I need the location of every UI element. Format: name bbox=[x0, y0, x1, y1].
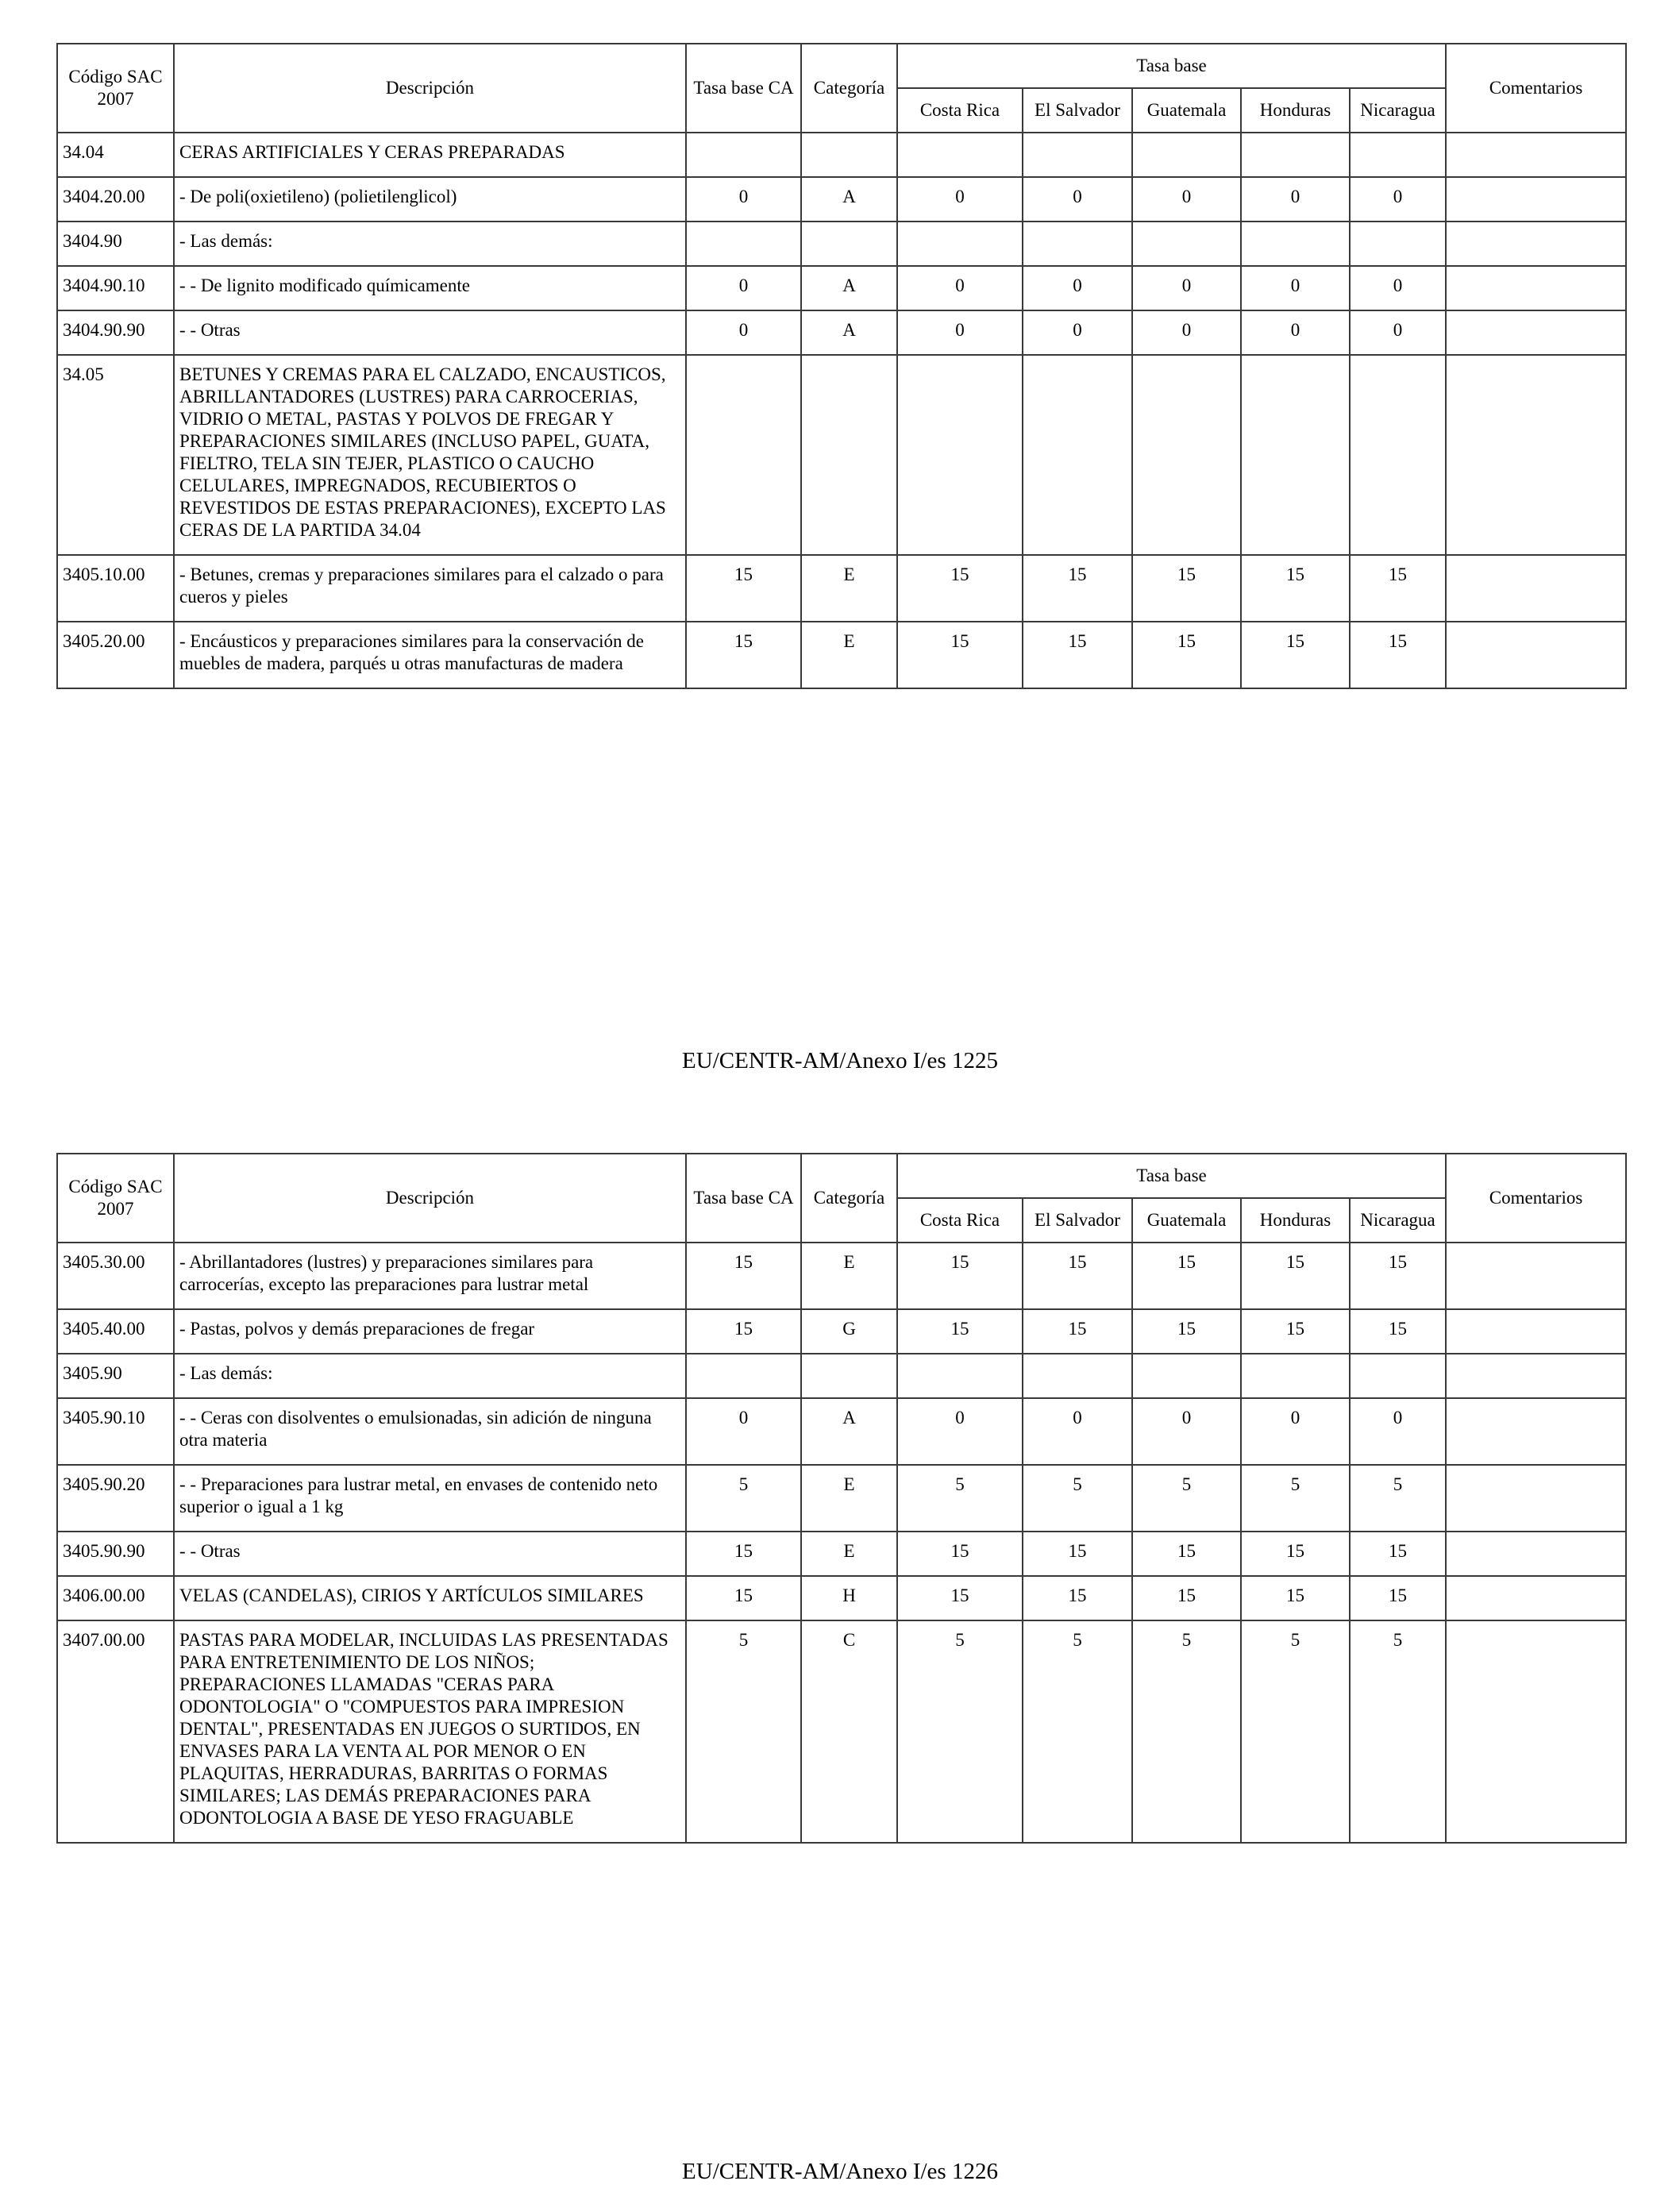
cell-com bbox=[1446, 1243, 1626, 1309]
tariff-table-page-1 bbox=[56, 43, 1627, 689]
table-row bbox=[57, 1532, 1626, 1576]
cell-ni: 15 bbox=[1350, 1532, 1446, 1576]
cell-sv bbox=[1023, 133, 1132, 177]
cell-cat: A bbox=[801, 310, 897, 355]
cell-sv: 15 bbox=[1023, 622, 1132, 688]
cell-sv: 0 bbox=[1023, 1398, 1132, 1465]
cell-gt: 0 bbox=[1132, 177, 1241, 222]
cell-sv: 5 bbox=[1023, 1465, 1132, 1532]
table-row bbox=[57, 133, 1626, 177]
cell-com bbox=[1446, 1465, 1626, 1532]
cell-code: 3405.20.00 bbox=[57, 622, 174, 688]
cell-cat: C bbox=[801, 1620, 897, 1843]
cell-code: 3405.10.00 bbox=[57, 555, 174, 622]
header-comments: Comentarios bbox=[1446, 1154, 1626, 1243]
cell-ni bbox=[1350, 133, 1446, 177]
cell-sv: 15 bbox=[1023, 555, 1132, 622]
cell-com bbox=[1446, 177, 1626, 222]
cell-ni: 0 bbox=[1350, 266, 1446, 310]
cell-hn bbox=[1241, 222, 1350, 266]
cell-desc: PASTAS PARA MODELAR, INCLUIDAS LAS PRESENTADAS PARA ENTRETENIMIENTO DE LOS NIÑOS; PREPARACIONES LLAMADAS "CERAS PARA ODONTOLOGIA" O "COMPUESTOS PARA IMPRESION DENTAL", PRESENTADAS EN JUEGOS O SURTIDOS, EN ENVASES PARA LA VENTA AL POR MENOR O EN PLAQUITAS, HERRADURAS, BARRITAS O FORMAS SIMILARES; LAS DEMÁS PREPARACIONES PARA ODONTOLOGIA A BASE DE YESO FRAGUABLE bbox=[174, 1620, 686, 1843]
cell-cr: 0 bbox=[897, 177, 1023, 222]
cell-sv: 15 bbox=[1023, 1532, 1132, 1576]
cell-ca: 15 bbox=[686, 1576, 801, 1620]
cell-com bbox=[1446, 1354, 1626, 1398]
cell-gt bbox=[1132, 355, 1241, 555]
cell-cat: H bbox=[801, 1576, 897, 1620]
cell-cat: A bbox=[801, 266, 897, 310]
cell-ca: 0 bbox=[686, 310, 801, 355]
cell-cat: E bbox=[801, 1243, 897, 1309]
cell-com bbox=[1446, 1532, 1626, 1576]
table-row bbox=[57, 355, 1626, 555]
header-code: Código SAC 2007 bbox=[57, 1154, 174, 1243]
cell-code: 3407.00.00 bbox=[57, 1620, 174, 1843]
page-footer: EU/CENTR-AM/Anexo I/es 1226 bbox=[682, 2159, 998, 2184]
cell-cat bbox=[801, 133, 897, 177]
cell-gt: 5 bbox=[1132, 1620, 1241, 1843]
cell-ni bbox=[1350, 222, 1446, 266]
header-comments: Comentarios bbox=[1446, 44, 1626, 133]
cell-sv: 15 bbox=[1023, 1576, 1132, 1620]
cell-code: 3405.90.20 bbox=[57, 1465, 174, 1532]
cell-com bbox=[1446, 1620, 1626, 1843]
header-code: Código SAC 2007 bbox=[57, 44, 174, 133]
header-country: El Salvador bbox=[1023, 1198, 1132, 1243]
cell-gt bbox=[1132, 133, 1241, 177]
table-row bbox=[57, 1398, 1626, 1465]
table-row bbox=[57, 555, 1626, 622]
table-row bbox=[57, 310, 1626, 355]
cell-com bbox=[1446, 622, 1626, 688]
cell-ni: 15 bbox=[1350, 622, 1446, 688]
cell-desc: - - De lignito modificado químicamente bbox=[174, 266, 686, 310]
cell-code: 3404.90.10 bbox=[57, 266, 174, 310]
cell-code: 3404.90.90 bbox=[57, 310, 174, 355]
cell-ni bbox=[1350, 1354, 1446, 1398]
table-row bbox=[57, 1309, 1626, 1354]
cell-ca: 15 bbox=[686, 1532, 801, 1576]
cell-ni bbox=[1350, 355, 1446, 555]
cell-cat: E bbox=[801, 1532, 897, 1576]
cell-sv bbox=[1023, 1354, 1132, 1398]
cell-cr: 15 bbox=[897, 1532, 1023, 1576]
cell-gt bbox=[1132, 1354, 1241, 1398]
cell-cr: 0 bbox=[897, 266, 1023, 310]
cell-desc: - De poli(oxietileno) (polietilenglicol) bbox=[174, 177, 686, 222]
cell-gt: 0 bbox=[1132, 1398, 1241, 1465]
cell-cat: A bbox=[801, 1398, 897, 1465]
cell-ca: 15 bbox=[686, 622, 801, 688]
cell-sv: 0 bbox=[1023, 266, 1132, 310]
cell-hn: 0 bbox=[1241, 310, 1350, 355]
header-category: Categoría bbox=[801, 1154, 897, 1243]
table-row bbox=[57, 1465, 1626, 1532]
page-footer: EU/CENTR-AM/Anexo I/es 1225 bbox=[682, 1048, 998, 1073]
header-category: Categoría bbox=[801, 44, 897, 133]
cell-com bbox=[1446, 266, 1626, 310]
table-row bbox=[57, 222, 1626, 266]
cell-gt: 15 bbox=[1132, 1309, 1241, 1354]
header-description: Descripción bbox=[174, 1154, 686, 1243]
cell-cr bbox=[897, 133, 1023, 177]
cell-code: 3404.90 bbox=[57, 222, 174, 266]
cell-com bbox=[1446, 1576, 1626, 1620]
cell-code: 34.04 bbox=[57, 133, 174, 177]
cell-ca: 0 bbox=[686, 1398, 801, 1465]
cell-sv: 0 bbox=[1023, 177, 1132, 222]
cell-hn: 15 bbox=[1241, 622, 1350, 688]
cell-desc: - Abrillantadores (lustres) y preparaciones similares para carrocerías, excepto las preparaciones para lustrar metal bbox=[174, 1243, 686, 1309]
cell-cr: 5 bbox=[897, 1465, 1023, 1532]
cell-cr: 15 bbox=[897, 1309, 1023, 1354]
cell-hn: 15 bbox=[1241, 1309, 1350, 1354]
header-base-rate-ca: Tasa base CA bbox=[686, 44, 801, 133]
header-base-rate-ca: Tasa base CA bbox=[686, 1154, 801, 1243]
cell-code: 3405.30.00 bbox=[57, 1243, 174, 1309]
cell-gt: 0 bbox=[1132, 266, 1241, 310]
cell-gt: 15 bbox=[1132, 1576, 1241, 1620]
cell-ca bbox=[686, 355, 801, 555]
cell-com bbox=[1446, 310, 1626, 355]
cell-com bbox=[1446, 555, 1626, 622]
cell-code: 3406.00.00 bbox=[57, 1576, 174, 1620]
cell-ni: 0 bbox=[1350, 310, 1446, 355]
header-country: Guatemala bbox=[1132, 88, 1241, 133]
cell-cat bbox=[801, 222, 897, 266]
cell-hn bbox=[1241, 133, 1350, 177]
cell-desc: - Pastas, polvos y demás preparaciones de fregar bbox=[174, 1309, 686, 1354]
cell-ca: 5 bbox=[686, 1465, 801, 1532]
cell-ca: 5 bbox=[686, 1620, 801, 1843]
cell-code: 3405.90.90 bbox=[57, 1532, 174, 1576]
cell-com bbox=[1446, 133, 1626, 177]
header-country: Honduras bbox=[1241, 88, 1350, 133]
cell-gt: 15 bbox=[1132, 1243, 1241, 1309]
cell-ni: 15 bbox=[1350, 1576, 1446, 1620]
cell-desc: - - Ceras con disolventes o emulsionadas, sin adición de ninguna otra materia bbox=[174, 1398, 686, 1465]
table-row bbox=[57, 1576, 1626, 1620]
header-description: Descripción bbox=[174, 44, 686, 133]
cell-desc: BETUNES Y CREMAS PARA EL CALZADO, ENCAUSTICOS, ABRILLANTADORES (LUSTRES) PARA CARROCERIAS, VIDRIO O METAL, PASTAS Y POLVOS DE FREGAR Y PREPARACIONES SIMILARES (INCLUSO PAPEL, GUATA, FIELTRO, TELA SIN TEJER, PLASTICO O CAUCHO CELULARES, IMPREGNADOS, RECUBIERTOS O REVESTIDOS DE ESTAS PREPARACIONES), EXCEPTO LAS CERAS DE LA PARTIDA 34.04 bbox=[174, 355, 686, 555]
cell-sv: 0 bbox=[1023, 310, 1132, 355]
cell-ni: 5 bbox=[1350, 1465, 1446, 1532]
cell-cr: 0 bbox=[897, 1398, 1023, 1465]
cell-cr: 0 bbox=[897, 310, 1023, 355]
cell-hn: 0 bbox=[1241, 266, 1350, 310]
cell-desc: CERAS ARTIFICIALES Y CERAS PREPARADAS bbox=[174, 133, 686, 177]
cell-hn: 15 bbox=[1241, 1532, 1350, 1576]
cell-com bbox=[1446, 1398, 1626, 1465]
cell-gt: 15 bbox=[1132, 555, 1241, 622]
cell-desc: - - Otras bbox=[174, 310, 686, 355]
cell-cr: 15 bbox=[897, 622, 1023, 688]
cell-ca: 15 bbox=[686, 1243, 801, 1309]
cell-desc: - - Preparaciones para lustrar metal, en envases de contenido neto superior o igual a 1 kg bbox=[174, 1465, 686, 1532]
header-country: Nicaragua bbox=[1350, 1198, 1446, 1243]
cell-hn: 5 bbox=[1241, 1620, 1350, 1843]
header-country: Guatemala bbox=[1132, 1198, 1241, 1243]
cell-cr: 15 bbox=[897, 555, 1023, 622]
cell-com bbox=[1446, 1309, 1626, 1354]
cell-gt: 0 bbox=[1132, 310, 1241, 355]
table-row bbox=[57, 1243, 1626, 1309]
cell-hn: 0 bbox=[1241, 177, 1350, 222]
cell-gt: 15 bbox=[1132, 622, 1241, 688]
cell-ni: 15 bbox=[1350, 1243, 1446, 1309]
cell-hn: 15 bbox=[1241, 1243, 1350, 1309]
cell-hn bbox=[1241, 1354, 1350, 1398]
cell-hn: 0 bbox=[1241, 1398, 1350, 1465]
header-base-rate: Tasa base bbox=[897, 1154, 1446, 1198]
cell-cat: E bbox=[801, 1465, 897, 1532]
cell-ca: 15 bbox=[686, 1309, 801, 1354]
table-row bbox=[57, 177, 1626, 222]
cell-cr: 15 bbox=[897, 1243, 1023, 1309]
header-country: Costa Rica bbox=[897, 88, 1023, 133]
tariff-table-page-2 bbox=[56, 1153, 1627, 1844]
cell-cr bbox=[897, 355, 1023, 555]
cell-hn: 5 bbox=[1241, 1465, 1350, 1532]
cell-ca bbox=[686, 1354, 801, 1398]
header-country: Honduras bbox=[1241, 1198, 1350, 1243]
cell-ni: 0 bbox=[1350, 177, 1446, 222]
cell-cr: 15 bbox=[897, 1576, 1023, 1620]
cell-code: 3405.90.10 bbox=[57, 1398, 174, 1465]
cell-code: 3405.40.00 bbox=[57, 1309, 174, 1354]
cell-desc: VELAS (CANDELAS), CIRIOS Y ARTÍCULOS SIMILARES bbox=[174, 1576, 686, 1620]
table-row bbox=[57, 1620, 1626, 1843]
cell-sv: 15 bbox=[1023, 1243, 1132, 1309]
cell-com bbox=[1446, 222, 1626, 266]
cell-cat: E bbox=[801, 622, 897, 688]
cell-cat bbox=[801, 1354, 897, 1398]
cell-ca: 0 bbox=[686, 266, 801, 310]
cell-com bbox=[1446, 355, 1626, 555]
cell-sv: 15 bbox=[1023, 1309, 1132, 1354]
cell-desc: - Encáusticos y preparaciones similares para la conservación de muebles de madera, parqués u otras manufacturas de madera bbox=[174, 622, 686, 688]
cell-ca: 0 bbox=[686, 177, 801, 222]
cell-cr bbox=[897, 1354, 1023, 1398]
cell-gt: 5 bbox=[1132, 1465, 1241, 1532]
cell-cr bbox=[897, 222, 1023, 266]
cell-cat: E bbox=[801, 555, 897, 622]
table-row bbox=[57, 266, 1626, 310]
cell-cat bbox=[801, 355, 897, 555]
header-country: El Salvador bbox=[1023, 88, 1132, 133]
cell-ni: 15 bbox=[1350, 555, 1446, 622]
cell-desc: - Betunes, cremas y preparaciones similares para el calzado o para cueros y pieles bbox=[174, 555, 686, 622]
cell-ni: 15 bbox=[1350, 1309, 1446, 1354]
header-country: Nicaragua bbox=[1350, 88, 1446, 133]
cell-hn: 15 bbox=[1241, 555, 1350, 622]
cell-ni: 5 bbox=[1350, 1620, 1446, 1843]
cell-code: 3405.90 bbox=[57, 1354, 174, 1398]
cell-code: 3404.20.00 bbox=[57, 177, 174, 222]
cell-ca bbox=[686, 222, 801, 266]
cell-sv bbox=[1023, 222, 1132, 266]
cell-gt: 15 bbox=[1132, 1532, 1241, 1576]
cell-ca: 15 bbox=[686, 555, 801, 622]
cell-desc: - Las demás: bbox=[174, 222, 686, 266]
cell-ni: 0 bbox=[1350, 1398, 1446, 1465]
cell-cr: 5 bbox=[897, 1620, 1023, 1843]
cell-code: 34.05 bbox=[57, 355, 174, 555]
header-country: Costa Rica bbox=[897, 1198, 1023, 1243]
table-row bbox=[57, 622, 1626, 688]
cell-ca bbox=[686, 133, 801, 177]
cell-hn: 15 bbox=[1241, 1576, 1350, 1620]
cell-sv: 5 bbox=[1023, 1620, 1132, 1843]
cell-hn bbox=[1241, 355, 1350, 555]
table-row bbox=[57, 1354, 1626, 1398]
cell-desc: - - Otras bbox=[174, 1532, 686, 1576]
cell-cat: G bbox=[801, 1309, 897, 1354]
cell-gt bbox=[1132, 222, 1241, 266]
cell-desc: - Las demás: bbox=[174, 1354, 686, 1398]
cell-cat: A bbox=[801, 177, 897, 222]
cell-sv bbox=[1023, 355, 1132, 555]
header-base-rate: Tasa base bbox=[897, 44, 1446, 88]
